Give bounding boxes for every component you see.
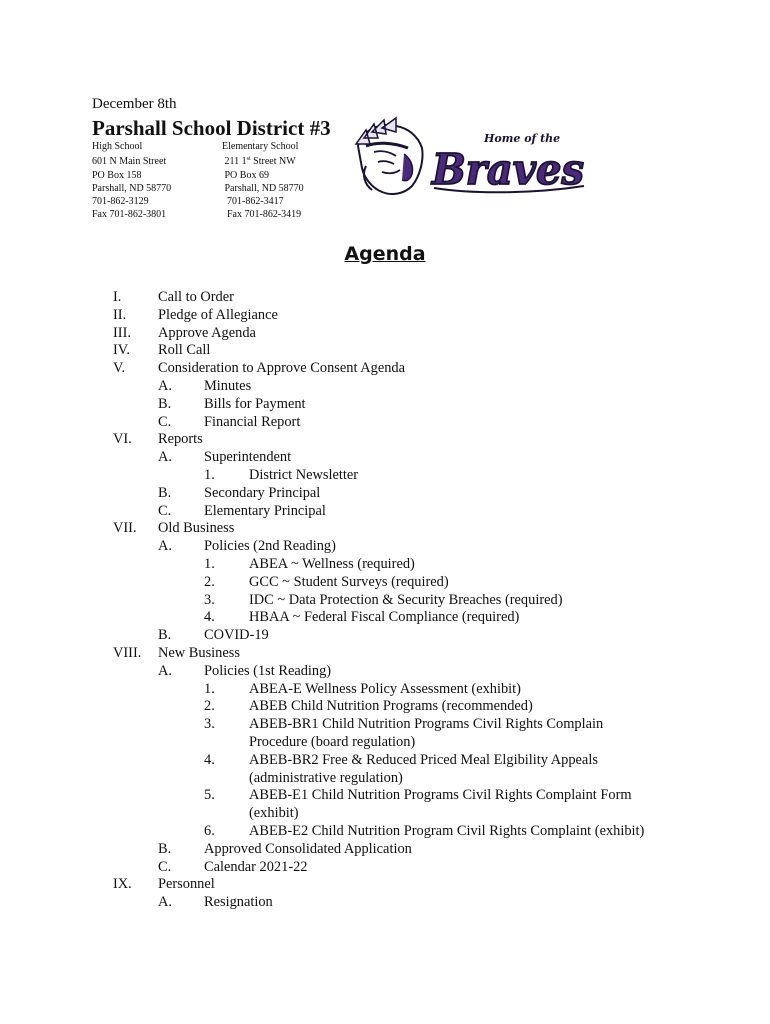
agenda-item-text: Calendar 2021-22: [204, 858, 308, 875]
elementary-school-city: Parshall, ND 58770: [224, 182, 304, 194]
agenda-title: Agenda: [344, 243, 426, 265]
agenda-item-marker: B.: [158, 840, 172, 857]
warrior-head-icon: [356, 118, 423, 194]
elementary-school-street: 211 1st Street NW: [224, 156, 296, 168]
agenda-item-text: GCC ~ Student Surveys (required): [249, 573, 449, 590]
agenda-item: [0, 734, 770, 752]
agenda-item-marker: III.: [113, 324, 131, 341]
agenda-item: [0, 859, 770, 877]
agenda-item-marker: 1.: [204, 555, 215, 572]
agenda-item-text: ABEA ~ Wellness (required): [249, 555, 415, 572]
high-school-address: [92, 140, 171, 222]
agenda-item: [0, 556, 770, 574]
agenda-item: [0, 805, 770, 823]
agenda-item-marker: 3.: [204, 716, 215, 733]
agenda-item-marker: IX.: [113, 876, 132, 893]
agenda-item: [0, 414, 770, 432]
agenda-item: [0, 520, 770, 538]
agenda-item-marker: 1.: [204, 466, 215, 483]
high-school-po-box: PO Box 158: [92, 169, 142, 181]
agenda-item-text: Resignation: [204, 894, 273, 911]
agenda-item-text: Pledge of Allegiance: [158, 306, 278, 323]
agenda-item: [0, 342, 770, 360]
agenda-item: [0, 378, 770, 396]
agenda-item: [0, 876, 770, 894]
agenda-item-marker: 4.: [204, 609, 215, 626]
agenda-item-marker: I.: [113, 289, 122, 305]
agenda-item-text: (exhibit): [249, 805, 299, 822]
agenda-item-text: Minutes: [204, 377, 252, 394]
high-school-street: 601 N Main Street: [92, 156, 167, 168]
high-school-phone: 701-862-3129: [92, 196, 149, 208]
agenda-item-text: Policies (1st Reading): [204, 662, 332, 679]
agenda-item-text: Reports: [158, 431, 203, 448]
elementary-school-address: [222, 140, 304, 222]
agenda-item-text: Old Business: [158, 520, 235, 537]
agenda-item-text: Approved Consolidated Application: [204, 840, 412, 857]
agenda-item-marker: C.: [158, 858, 172, 875]
agenda-item: [0, 431, 770, 449]
high-school-city: Parshall, ND 58770: [92, 182, 172, 194]
agenda-item-marker: C.: [158, 502, 172, 519]
high-school-label: High School: [92, 141, 143, 152]
agenda-item-text: Bills for Payment: [204, 395, 306, 412]
agenda-item-text: ABEB Child Nutrition Programs (recommended): [249, 698, 533, 715]
agenda-item: [0, 627, 770, 645]
agenda-item: [0, 645, 770, 663]
agenda-item: [0, 716, 770, 734]
agenda-item: [0, 574, 770, 592]
district-name: Parshall School District #3: [92, 116, 331, 140]
agenda-item: [0, 360, 770, 378]
agenda-item-marker: 6.: [204, 822, 215, 839]
braves-logo: [352, 116, 590, 198]
agenda-item: [0, 823, 770, 841]
agenda-item: [0, 609, 770, 627]
agenda-item-text: Consideration to Approve Consent Agenda: [158, 360, 406, 377]
agenda-item-marker: B.: [158, 484, 172, 501]
agenda-item-marker: VI.: [113, 431, 132, 448]
agenda-item-marker: A.: [158, 662, 172, 679]
agenda-item-text: IDC ~ Data Protection & Security Breaches (required): [249, 591, 563, 608]
agenda-item-text: Approve Agenda: [158, 324, 256, 341]
agenda-list: [0, 289, 770, 912]
agenda-item: [0, 467, 770, 485]
high-school-fax: Fax 701-862-3801: [92, 209, 167, 221]
agenda-item: [0, 681, 770, 699]
agenda-item-marker: 3.: [204, 591, 215, 608]
agenda-item: [0, 396, 770, 414]
agenda-item-marker: A.: [158, 538, 172, 555]
logo-tagline: Home of the: [484, 132, 561, 145]
agenda-item-text: (administrative regulation): [249, 769, 403, 786]
agenda-item-text: New Business: [158, 644, 240, 661]
agenda-item: [0, 307, 770, 325]
agenda-item-marker: B.: [158, 395, 172, 412]
agenda-item-text: Secondary Principal: [204, 484, 321, 501]
agenda-item: [0, 592, 770, 610]
agenda-item-text: ABEB-BR2 Free & Reduced Priced Meal Elgibility Appeals: [249, 751, 598, 768]
agenda-item-text: District Newsletter: [249, 466, 359, 483]
agenda-item-text: Superintendent: [204, 449, 292, 466]
agenda-item-marker: A.: [158, 449, 172, 466]
agenda-item-text: Call to Order: [158, 289, 234, 305]
elementary-school-po-box: PO Box 69: [224, 169, 269, 181]
agenda-item-marker: A.: [158, 894, 172, 911]
agenda-item-marker: 4.: [204, 751, 215, 768]
agenda-item: [0, 663, 770, 681]
agenda-item-text: Policies (2nd Reading): [204, 538, 336, 555]
agenda-item: [0, 894, 770, 912]
agenda-item-marker: C.: [158, 413, 172, 430]
elementary-school-label: Elementary School: [222, 141, 299, 152]
agenda-item-text: COVID-19: [204, 627, 269, 644]
agenda-item-text: Procedure (board regulation): [249, 733, 416, 750]
meeting-date: December 8th: [92, 96, 177, 112]
agenda-item: [0, 787, 770, 805]
agenda-item-text: Financial Report: [204, 413, 301, 430]
elementary-school-fax: Fax 701-862-3419: [227, 209, 302, 221]
elementary-school-phone: 701-862-3417: [227, 196, 284, 208]
agenda-item-marker: 1.: [204, 680, 215, 697]
agenda-item: [0, 752, 770, 770]
agenda-item-marker: VII.: [113, 520, 137, 537]
agenda-item-marker: II.: [113, 306, 127, 323]
agenda-item: [0, 289, 770, 307]
agenda-item-marker: 5.: [204, 787, 215, 804]
agenda-item-text: ABEA-E Wellness Policy Assessment (exhibit): [249, 680, 521, 697]
agenda-item-text: Elementary Principal: [204, 502, 326, 519]
agenda-item: [0, 449, 770, 467]
agenda-item: [0, 538, 770, 556]
agenda-item: [0, 325, 770, 343]
agenda-item: [0, 485, 770, 503]
agenda-item: [0, 841, 770, 859]
agenda-item-marker: V.: [113, 360, 126, 377]
agenda-item: [0, 503, 770, 521]
agenda-item: [0, 698, 770, 716]
agenda-item-marker: 2.: [204, 573, 215, 590]
agenda-item-text: ABEB-E2 Child Nutrition Program Civil Rights Complaint (exhibit): [249, 822, 645, 839]
agenda-item-marker: A.: [158, 377, 172, 394]
agenda-item-marker: IV.: [113, 342, 130, 359]
logo-name: Braves: [431, 145, 584, 194]
agenda-item-marker: 2.: [204, 698, 215, 715]
agenda-item-text: ABEB-E1 Child Nutrition Programs Civil Rights Complaint Form: [249, 787, 632, 804]
agenda-item-text: ABEB-BR1 Child Nutrition Programs Civil Rights Complain: [249, 716, 604, 733]
agenda-item-text: Roll Call: [158, 342, 211, 359]
agenda-item-text: Personnel: [158, 876, 215, 893]
agenda-item: [0, 770, 770, 788]
agenda-item-marker: B.: [158, 627, 172, 644]
agenda-item-marker: VIII.: [113, 644, 142, 661]
agenda-item-text: HBAA ~ Federal Fiscal Compliance (required): [249, 609, 520, 626]
